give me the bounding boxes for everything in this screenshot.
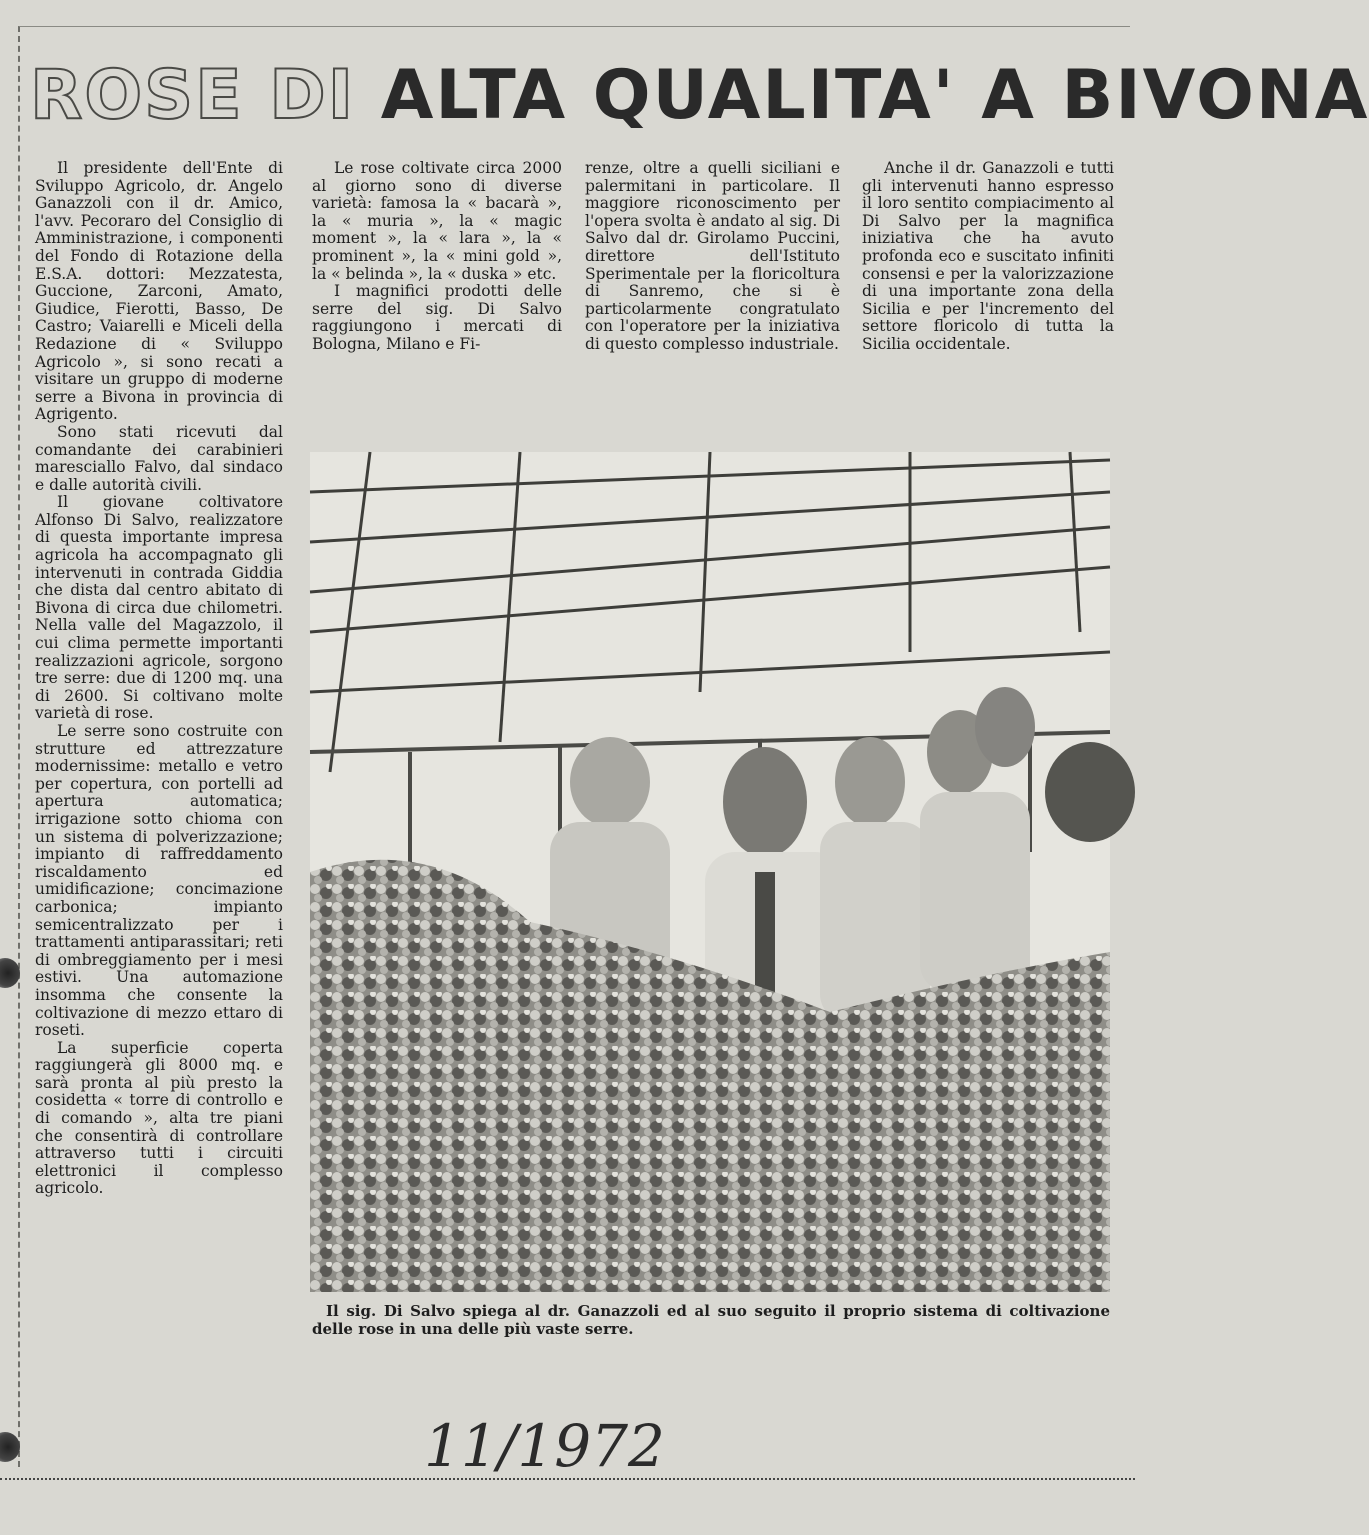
paragraph: Anche il dr. Ganazzoli e tutti gli intervenuti hanno espresso il loro sentito compiacimento al Di Salvo per la magnifica iniziativa che ha avuto profonda eco e suscitato infiniti consensi e per la valorizzazione di una importante zona della Sicilia e per l'incremento del settore floricolo di tutta la Sicilia occidentale. xyxy=(862,159,1114,353)
article-column-2 xyxy=(312,160,562,354)
handwritten-date-text: 11/1972 xyxy=(424,1412,665,1480)
clipping-bottom-edge xyxy=(0,1478,1135,1482)
handwritten-date xyxy=(420,1400,665,1490)
binder-hole xyxy=(0,1432,20,1462)
paragraph: I magnifici prodotti delle serre del sig. Di Salvo raggiungono i mercati di Bologna, Milano e Fi- xyxy=(312,282,562,353)
greenhouse-photo xyxy=(310,452,1110,1292)
headline-part-2: ALTA QUALITA' A BIVONA xyxy=(380,56,1369,135)
paragraph: renze, oltre a quelli siciliani e palermitani in particolare. Il maggiore riconoscimento per l'opera svolta è andato al sig. Di Salvo dal dr. Girolamo Puccini, direttore dell'Istituto Sperimentale per la floricoltura di Sanremo, che si è particolarmente congratulato con l'operatore per la iniziativa di questo complesso industriale. xyxy=(585,159,840,353)
headline-part-1: ROSE DI xyxy=(30,56,356,135)
photo-caption: Il sig. Di Salvo spiega al dr. Ganazzoli ed al suo seguito il proprio sistema di coltivazione delle rose in una delle più vaste serre. xyxy=(312,1302,1110,1338)
headline xyxy=(30,56,1369,136)
paragraph: Sono stati ricevuti dal comandante dei carabinieri maresciallo Falvo, dal sindaco e dalle autorità civili. xyxy=(35,422,283,494)
paragraph: Le rose coltivate circa 2000 al giorno sono di diverse varietà: famosa la « bacarà », la « muria », la « magic moment », la « lara », la « prominent », la « mini gold », la « belinda », la « duska » etc. xyxy=(312,159,562,283)
paragraph: Le serre sono costruite con strutture ed attrezzature modernissime: metallo e vetro per copertura, con portelli ad apertura automatica; irrigazione sotto chioma con un sistema di polverizzazione; impianto di raffreddamento riscaldamento ed umidificazione; concimazione carbonica; impianto semicentralizzato per i trattamenti antiparassitari; reti di ombreggiamento per i mesi estivi. Una automazione insomma che consente la coltivazione di mezzo ettaro di roseti. xyxy=(35,722,283,1040)
article-column-3 xyxy=(585,160,840,354)
binder-hole xyxy=(0,958,20,988)
article-column-4 xyxy=(862,160,1114,354)
article-column-1 xyxy=(35,160,283,1198)
paragraph: La superficie coperta raggiungerà gli 8000 mq. e sarà pronta al più presto la cosidetta « torre di controllo e di comando », alta tre piani che consentirà di controllare attraverso tutti i circuiti elettronici il complesso agricolo. xyxy=(35,1038,283,1198)
paragraph: Il presidente dell'Ente di Sviluppo Agricolo, dr. Angelo Ganazzoli con il dr. Amico, l'avv. Pecoraro del Consiglio di Amministrazione, i componenti del Fondo di Rotazione della E.S.A. dottori: Mezzatesta, Guccione, Zarconi, Amato, Giudice, Fierotti, Basso, De Castro; Vaiarelli e Miceli della Redazione di « Sviluppo Agricolo », si sono recati a visitare un gruppo di moderne serre a Bivona in provincia di Agrigento. xyxy=(35,159,283,424)
paragraph: Il giovane coltivatore Alfonso Di Salvo, realizzatore di questa importante impresa agricola ha accompagnato gli intervenuti in contrada Giddia che dista dal centro abitato di Bivona di circa due chilometri. Nella valle del Magazzolo, il cui clima permette importanti realizzazioni agricole, sorgono tre serre: due di 1200 mq. una di 2600. Si coltivano molte varietà di rose. xyxy=(35,493,283,723)
